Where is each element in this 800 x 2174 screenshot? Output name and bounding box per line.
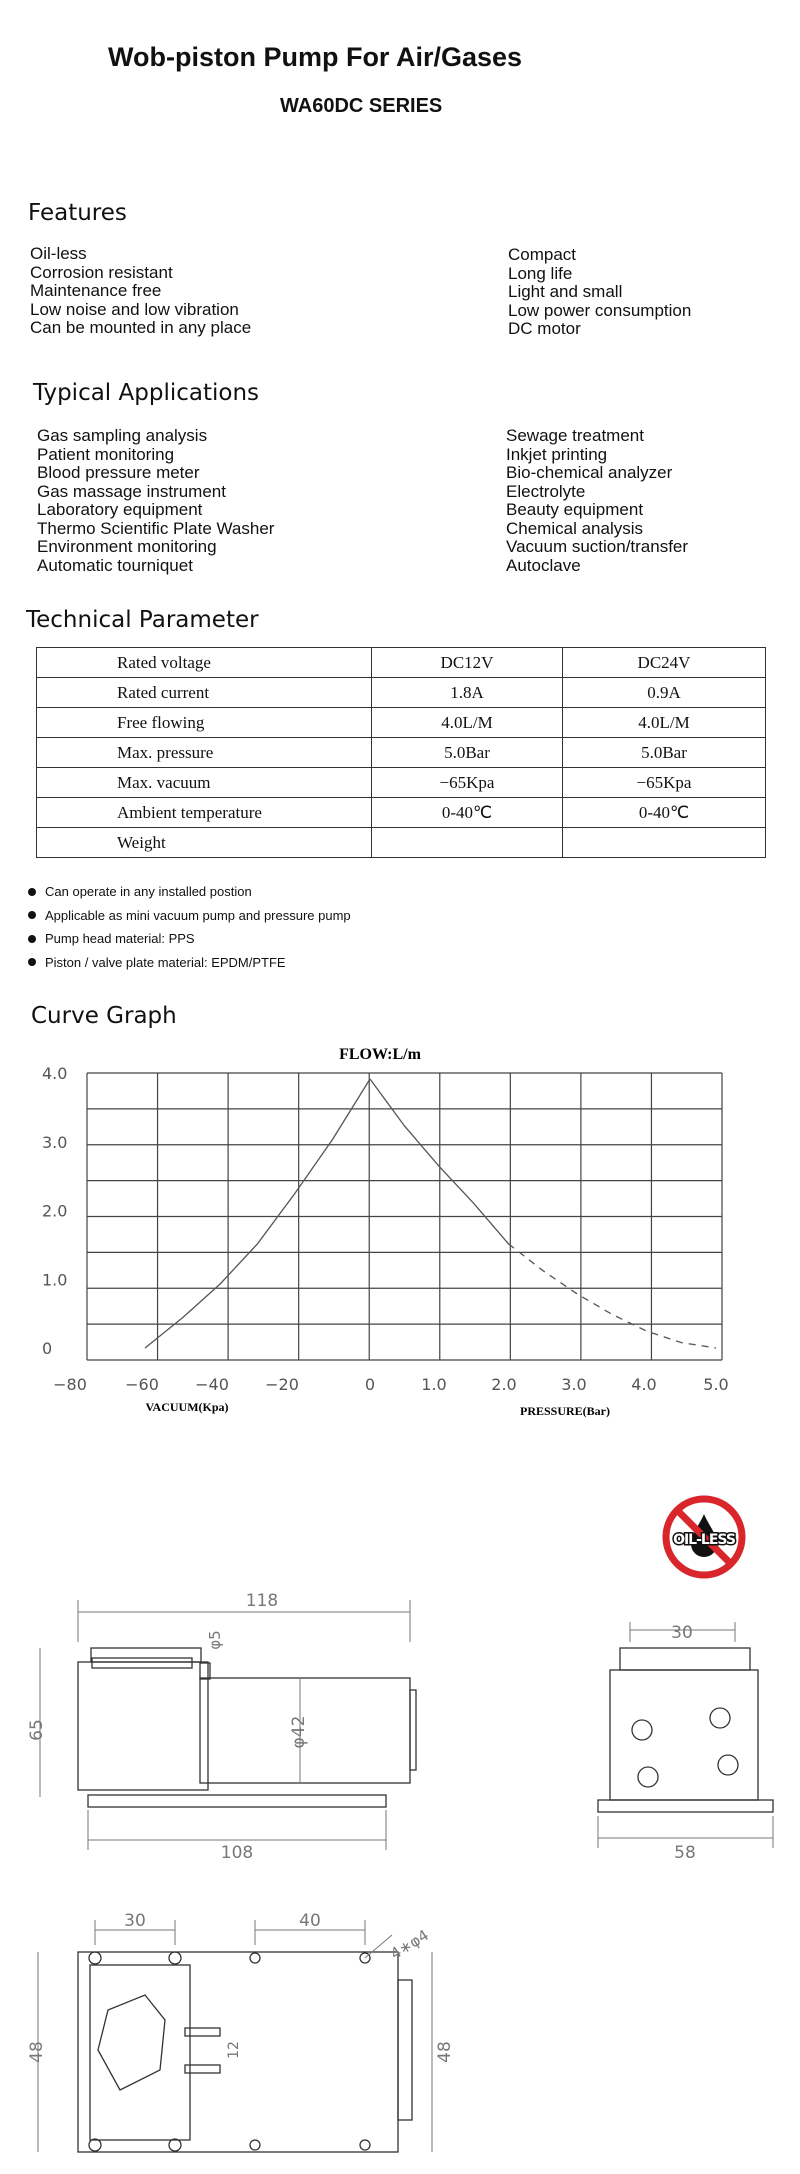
param-value-24v	[563, 828, 766, 858]
param-value-12v: −65Kpa	[372, 768, 563, 798]
dimension-48-left: 48	[27, 2041, 47, 2063]
mount-hole-4	[169, 2139, 181, 2151]
application-item: Bio-chemical analyzer	[506, 463, 673, 482]
dimension-108: 108	[220, 1843, 254, 1863]
vacuum-axis-label: VACUUM(Kpa)	[145, 1400, 229, 1414]
top-pump-head	[90, 1965, 190, 2140]
pressure-axis-label: PRESSURE(Bar)	[519, 1404, 611, 1418]
param-label: Rated voltage	[37, 648, 372, 678]
dimension-12: 12	[226, 2041, 242, 2059]
x-tick-label: 0	[364, 1375, 376, 1394]
param-value-12v: DC12V	[372, 648, 563, 678]
application-item: Inkjet printing	[506, 444, 608, 464]
y-axis-ticks	[42, 1064, 67, 1358]
bullet-icon	[28, 911, 36, 919]
applications-list-left	[37, 427, 274, 575]
dimension-phi5: φ5	[206, 1630, 224, 1650]
application-item: Automatic tourniquet	[37, 555, 193, 575]
flow-chart	[0, 1035, 800, 1435]
pressure-flow-dashed-line	[508, 1244, 716, 1348]
pump-head-outline	[78, 1662, 208, 1790]
table-row	[37, 738, 766, 768]
application-item: Gas massage instrument	[37, 481, 226, 501]
param-value-12v	[372, 828, 563, 858]
application-item: Autoclave	[506, 555, 581, 575]
dimension-holes: 4∗φ4	[387, 1925, 432, 1964]
mount-hole-2	[169, 1952, 181, 1964]
feature-item: DC motor	[508, 319, 581, 338]
chart-title: FLOW:L/m	[339, 1046, 421, 1063]
dimension-top-30: 30	[124, 1911, 146, 1931]
x-tick-label: 4.0	[631, 1375, 657, 1394]
vacuum-flow-line	[145, 1079, 370, 1348]
param-label: Ambient temperature	[37, 798, 372, 828]
note-item: Piston / valve plate material: EPDM/PTFE	[28, 951, 351, 975]
pump-valve-plate	[92, 1658, 192, 1668]
y-tick-label: 4.0	[42, 1064, 68, 1083]
bullet-icon	[28, 888, 36, 896]
applications-heading: Typical Applications	[33, 380, 260, 406]
badge-text: OIL-LESS	[673, 1532, 735, 1548]
note-item: Pump head material: PPS	[28, 927, 351, 951]
dimension-58: 58	[674, 1843, 696, 1863]
feature-item: Long life	[508, 263, 573, 283]
table-row	[37, 678, 766, 708]
application-item: Beauty equipment	[506, 500, 644, 519]
table-row	[37, 798, 766, 828]
note-item: Applicable as mini vacuum pump and pressure pump	[28, 904, 351, 928]
pump-top-cover	[91, 1648, 201, 1662]
technical-table	[36, 647, 766, 858]
end-hole-2	[710, 1708, 730, 1728]
mount-hole-7	[250, 2140, 260, 2150]
x-tick-label: 5.0	[703, 1375, 729, 1394]
feature-item: Oil-less	[30, 244, 87, 263]
param-value-12v: 4.0L/M	[372, 708, 563, 738]
dimension-118: 118	[245, 1591, 279, 1611]
mount-hole-1	[89, 1952, 101, 1964]
table-row	[37, 768, 766, 798]
application-item: Sewage treatment	[506, 426, 644, 445]
bullet-icon	[28, 935, 36, 943]
application-item: Electrolyte	[506, 481, 586, 501]
valve-shape	[98, 1995, 165, 2090]
param-value-24v: 0.9A	[563, 678, 766, 708]
application-item: Gas sampling analysis	[37, 426, 208, 445]
motor-end-cap	[410, 1690, 416, 1770]
application-item: Chemical analysis	[506, 518, 643, 538]
end-hole-3	[638, 1767, 658, 1787]
application-item: Vacuum suction/transfer	[506, 537, 689, 556]
param-value-24v: DC24V	[563, 648, 766, 678]
page-title: Wob-piston Pump For Air/Gases	[107, 42, 523, 72]
mount-hole-5	[250, 1953, 260, 1963]
x-tick-label: 3.0	[561, 1375, 587, 1394]
param-value-24v: −65Kpa	[563, 768, 766, 798]
param-value-24v: 0-40℃	[563, 798, 766, 828]
dimension-30: 30	[671, 1623, 693, 1643]
param-value-12v: 1.8A	[372, 678, 563, 708]
bullet-icon	[28, 958, 36, 966]
end-hole-4	[718, 1755, 738, 1775]
param-value-12v: 5.0Bar	[372, 738, 563, 768]
application-item: Environment monitoring	[37, 537, 217, 556]
param-label: Max. vacuum	[37, 768, 372, 798]
end-hole-1	[632, 1720, 652, 1740]
application-item: Thermo Scientific Plate Washer	[37, 518, 275, 538]
curve-heading: Curve Graph	[31, 1003, 177, 1029]
application-item: Blood pressure meter	[37, 463, 200, 482]
x-axis-ticks	[53, 1375, 729, 1394]
feature-item: Corrosion resistant	[30, 262, 173, 282]
param-value-24v: 5.0Bar	[563, 738, 766, 768]
feature-item: Compact	[508, 245, 577, 264]
y-tick-label: 1.0	[42, 1270, 68, 1290]
x-tick-label: −20	[265, 1375, 299, 1394]
end-top-cover	[620, 1648, 750, 1670]
param-value-12v: 0-40℃	[372, 798, 563, 828]
x-tick-label: −60	[125, 1375, 159, 1394]
x-tick-label: 1.0	[421, 1375, 447, 1394]
dimension-48-right: 48	[435, 2041, 455, 2063]
y-tick-label: 2.0	[42, 1201, 68, 1221]
x-tick-label: −40	[195, 1375, 229, 1394]
note-item: Can operate in any installed postion	[28, 880, 351, 904]
applications-list-right	[506, 427, 688, 575]
dimension-top-40: 40	[299, 1911, 321, 1931]
feature-item: Low noise and low vibration	[30, 299, 239, 319]
feature-item: Light and small	[508, 282, 623, 301]
param-label: Max. pressure	[37, 738, 372, 768]
technical-heading: Technical Parameter	[26, 607, 259, 633]
param-label: Weight	[37, 828, 372, 858]
application-item: Patient monitoring	[37, 444, 175, 464]
dimension-phi42: φ42	[289, 1715, 309, 1749]
param-value-24v: 4.0L/M	[563, 708, 766, 738]
side-view-drawing	[0, 1590, 440, 1870]
features-list-right	[508, 246, 691, 339]
table-row	[37, 648, 766, 678]
end-view-drawing	[590, 1620, 780, 1870]
dimension-65: 65	[27, 1719, 47, 1741]
end-pump-body	[610, 1670, 758, 1800]
feature-item: Low power consumption	[508, 300, 692, 320]
table-row	[37, 828, 766, 858]
feature-item: Can be mounted in any place	[30, 318, 252, 337]
features-list-left	[30, 245, 251, 338]
mount-base	[88, 1795, 386, 1807]
param-label: Rated current	[37, 678, 372, 708]
table-row	[37, 708, 766, 738]
oil-less-badge	[661, 1494, 747, 1580]
top-view-drawing	[0, 1890, 460, 2160]
mount-hole-8	[360, 2140, 370, 2150]
feature-item: Maintenance free	[30, 281, 162, 300]
top-end-cap	[398, 1980, 412, 2120]
x-tick-label: 2.0	[491, 1375, 517, 1394]
x-tick-label: −80	[53, 1375, 87, 1394]
y-tick-label: 3.0	[42, 1132, 68, 1152]
y-tick-label: 0	[42, 1339, 53, 1358]
chart-grid	[87, 1073, 722, 1360]
features-heading: Features	[28, 200, 127, 226]
application-item: Laboratory equipment	[37, 500, 203, 519]
mount-hole-3	[89, 2139, 101, 2151]
page-subtitle: WA60DC SERIES	[280, 95, 443, 117]
notes-list	[28, 880, 351, 974]
param-label: Free flowing	[37, 708, 372, 738]
end-base	[598, 1800, 773, 1812]
